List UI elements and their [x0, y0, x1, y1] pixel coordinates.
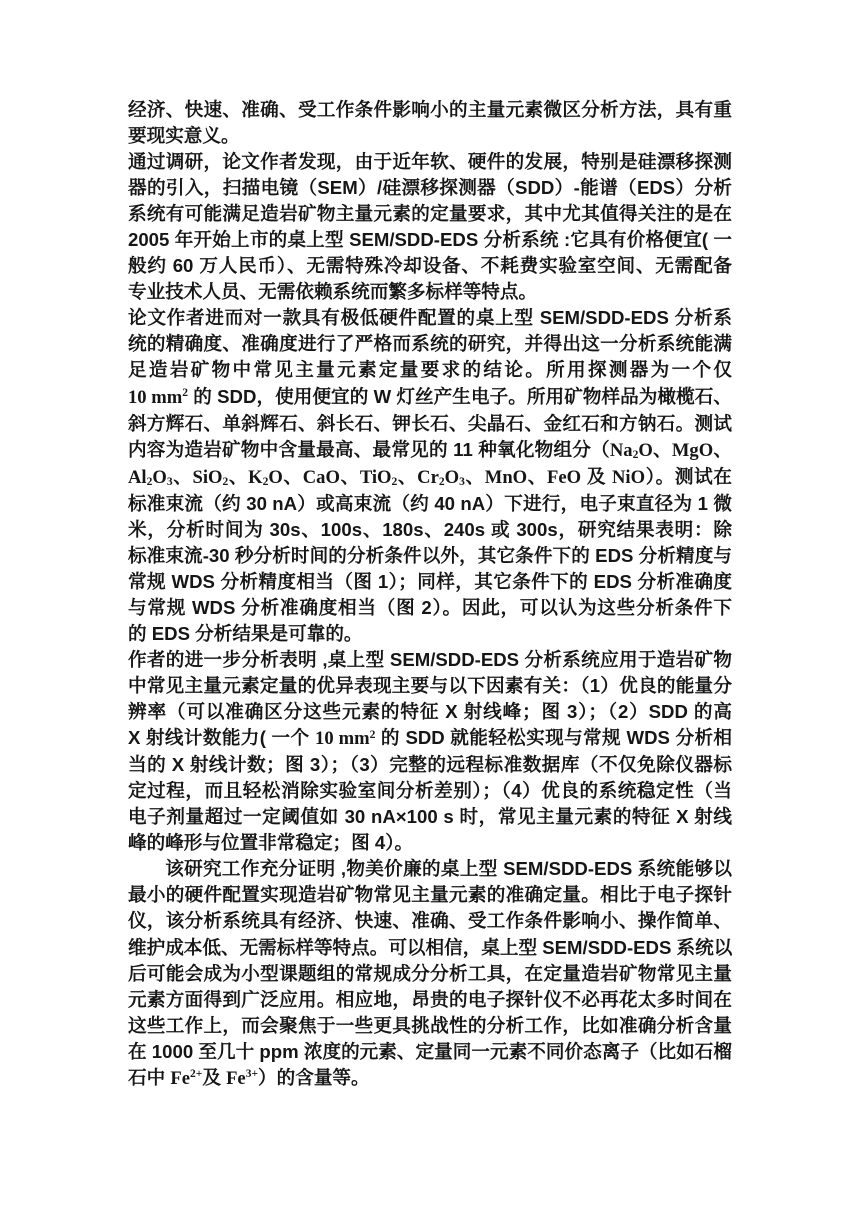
formula-text: O — [444, 466, 460, 488]
text-line: 作者的进一步分析表明 ,桌上型 SEM/SDD-EDS 分析系统应用于造岩矿物 — [128, 648, 732, 670]
text-line: 经济、快速、准确、受工作条件影响小的主量元素微区分析方法，具有重 — [128, 99, 732, 120]
text-line: 内容为造岩矿物中含量最高、最常见的 11 种氧化物组分（Na2O、MgO、 — [128, 438, 732, 461]
formula-text: O、CaO、TiO — [268, 466, 392, 488]
text-line: 器的引入，扫描电镜（SEM）/硅漂移探测器（SDD）-能谱（EDS）分析 — [128, 177, 732, 199]
formula-sub-text: 3 — [166, 475, 173, 488]
formula-text: O — [152, 466, 167, 488]
text-line: X 射线计数能力( 一个 10 $mm^2$ 的 SDD 就能轻松实现与常规 WDS 分析相 — [128, 727, 733, 750]
formula-sub-text: 2 — [146, 475, 153, 488]
text-line: 后可能会成为小型课题组的常规成分分析工具，在定量造岩矿物常见主量 — [128, 962, 732, 984]
formula-sub-text: 2 — [391, 475, 398, 488]
formula-sub-text: 2 — [438, 475, 445, 488]
text-line: 辨率（可以准确区分这些元素的特征 X 射线峰；图 3）；（2）SDD 的高 — [128, 701, 732, 723]
paragraph — [128, 647, 732, 856]
text-line: 通过调研，论文作者发现，由于近年软、硬件的发展，特别是硅漂移探测 — [128, 151, 732, 173]
text-line: 峰的峰形与位置非常稳定；图 4）。 — [128, 832, 414, 854]
formula-text: Fe — [170, 1067, 190, 1089]
formula-text: Na — [609, 439, 633, 461]
formula-text: 、SiO — [172, 466, 223, 488]
formula-text: NiO — [612, 466, 646, 488]
text-line: 系统有可能满足造岩矿物主量元素的定量要求，其中尤其值得关注的是在 — [128, 203, 732, 225]
formula-sup-text: 2 — [182, 387, 189, 400]
document-text — [128, 97, 732, 1092]
text-line: 统的精确度、准确度进行了严格而系统的研究，并得出这一分析系统能满 — [128, 333, 732, 355]
formula-text: 10 mm — [128, 386, 183, 408]
text-line: 最小的硬件配置实现造岩矿物常见主量元素的准确定量。相比于电子探针 — [128, 884, 732, 906]
formula-text: 、Cr — [397, 466, 439, 488]
formula-text: 、K — [228, 466, 263, 488]
formula-sub-text: 2 — [222, 475, 229, 488]
text-line: 专业技术人员、无需依赖系统而繁多标样等特点。 — [128, 281, 538, 303]
formula-text: 、MnO、FeO — [464, 466, 582, 488]
text-line: 维护成本低、无需标样等特点。可以相信，桌上型 SEM/SDD-EDS 系统以 — [128, 936, 733, 958]
text-line: Al2O3、SiO2、K2O、CaO、TiO2、Cr2O3、MnO、FeO 及 NiO）。测试在 — [128, 465, 732, 488]
text-line: 标准束流（约 30 nA）或高束流（约 40 nA）下进行，电子束直径为 1 微 — [128, 492, 732, 514]
text-line: 2005 年开始上市的桌上型 SEM/SDD-EDS 分析系统 :它具有价格便宜( 一 — [128, 229, 732, 251]
text-line: 定过程，而且轻松消除实验室间分析差别）；（4）优良的系统稳定性（当 — [128, 780, 732, 802]
text-line: 在 1000 至几十 ppm 浓度的元素、定量同一元素不同价态离子（比如石榴 — [128, 1040, 732, 1062]
text-line: 论文作者进而对一款具有极低硬件配置的桌上型 SEM/SDD-EDS 分析系 — [128, 307, 732, 329]
text-line: 的 EDS 分析结果是可靠的。 — [128, 622, 363, 644]
text-line: 仪，该分析系统具有经济、快速、准确、受工作条件影响小、操作简单、 — [128, 910, 732, 932]
formula-sup-text: 3+ — [245, 1068, 259, 1081]
paragraph — [128, 97, 732, 149]
formula-sub-text: 3 — [459, 475, 465, 488]
text-line: 该研究工作充分证明 ,物美价廉的桌上型 SEM/SDD-EDS 系统能够以 — [165, 858, 732, 880]
text-line: 斜方辉石、单斜辉石、斜长石、钾长石、尖晶石、金红石和方钠石。测试 — [128, 412, 732, 434]
text-line: 与常规 WDS 分析准确度相当（图 2）。因此，可以认为这些分析条件下 — [128, 596, 732, 618]
text-line: 元素方面得到广泛应用。相应地，昂贵的电子探针仪不必再花太多时间在 — [128, 988, 732, 1010]
text-line: 石中 $Fe^{2+}$及 $Fe^{3+}$）的含量等。 — [128, 1066, 370, 1089]
text-line: 中常见主量元素定量的优异表现主要与以下因素有关：（1）优良的能量分 — [128, 675, 732, 697]
text-line: 标准束流-30 秒分析时间的分析条件以外，其它条件下的 EDS 分析精度与 — [128, 544, 732, 566]
text-line: 10 $mm^2$ 的 SDD，使用便宜的 W 灯丝产生电子。所用矿物样品为橄榄石、 — [128, 385, 732, 408]
text-line: 这些工作上，而会聚焦于一些更具挑战性的分析工作，比如准确分析含量 — [128, 1014, 732, 1036]
text-line: 要现实意义。 — [128, 125, 240, 147]
formula-sub-text: 2 — [632, 448, 639, 461]
formula-sup-text: 2 — [369, 728, 376, 741]
text-line: 般约 60 万人民币）、无需特殊冷却设备、不耗费实验室空间、无需配备 — [128, 255, 732, 277]
text-line: 米，分析时间为 30s、100s、180s、240s 或 300s，研究结果表明：除 — [128, 518, 732, 540]
formula-sub-text: 2 — [262, 475, 269, 488]
formula-text: 10 mm — [315, 728, 370, 750]
text-line: 常规 WDS 分析精度相当（图 1）；同样，其它条件下的 EDS 分析准确度 — [128, 570, 732, 592]
formula-text: Fe — [226, 1067, 246, 1089]
formula-sup-text: 2+ — [189, 1068, 203, 1081]
paragraph — [128, 149, 732, 305]
paragraph — [128, 305, 732, 647]
formula-text: O、MgO、 — [638, 439, 732, 461]
paragraph — [128, 856, 732, 1091]
text-line: 足造岩矿物中常见主量元素定量要求的结论。所用探测器为一个仅 — [128, 359, 732, 381]
text-line: 电子剂量超过一定阈值如 30 nA×100 s 时，常见主量元素的特征 X 射线 — [128, 806, 732, 828]
text-line: 当的 X 射线计数；图 3）；（3）完整的远程标准数据库（不仅免除仪器标 — [128, 754, 732, 776]
formula-text: Al — [128, 466, 147, 488]
